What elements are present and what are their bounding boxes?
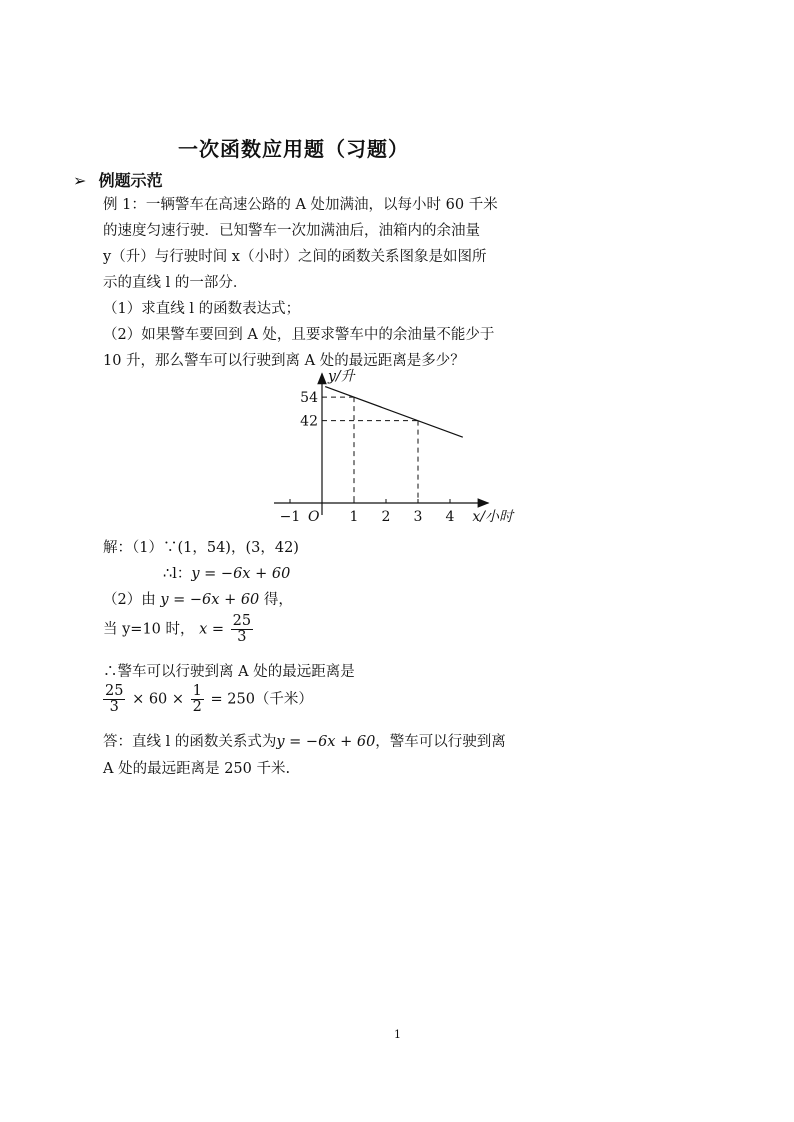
solution-line-3 — [103, 588, 293, 609]
solution-text: ∴l： — [163, 566, 192, 582]
section-label: 例题示范 — [98, 171, 163, 190]
x-axis-label: x/小时 — [472, 509, 514, 525]
solution-line-6 — [103, 684, 313, 715]
page-title: 一次函数应用题（习题） — [178, 137, 409, 161]
answer-text: 答：直线 l 的函数关系式为 — [103, 734, 277, 750]
fraction-25-3 — [231, 614, 253, 645]
fraction-numerator: 25 — [232, 613, 252, 629]
problem-line: 例 1：一辆警车在高速公路的 A 处加满油，以每小时 60 千米 — [103, 197, 498, 213]
problem-line: （1）求直线 l 的函数表达式； — [103, 301, 301, 317]
solution-line-5: ∴警车可以行驶到离 A 处的最远距离是 — [103, 664, 355, 680]
y-axis-label: y/升 — [328, 368, 355, 385]
x-tick-label: 3 — [413, 509, 423, 525]
page-number: 1 — [394, 1028, 401, 1041]
section-heading — [73, 168, 163, 191]
solution-text: × 60 × — [132, 691, 185, 708]
fraction-25-3 — [103, 684, 125, 715]
solution-line-1: 解：（1）∵(1，54)，(3，42) — [103, 540, 299, 556]
answer-line-1 — [103, 730, 506, 751]
equation: y = −6x + 60 — [276, 734, 376, 750]
problem-line: y（升）与行驶时间 x（小时）之间的函数关系图象是如图所 — [103, 249, 487, 265]
function-line-l — [325, 387, 463, 438]
equation: y = −6x + 60 — [160, 592, 260, 608]
problem-line: 的速度匀速行驶．已知警车一次加满油后，油箱内的余油量 — [103, 223, 480, 239]
problem-line: 示的直线 l 的一部分． — [103, 275, 248, 291]
x-tick-label: 2 — [381, 509, 391, 525]
equation-var: x = — [199, 621, 225, 638]
answer-line-2: A 处的最远距离是 250 千米. — [103, 761, 291, 777]
solution-line-4 — [103, 614, 255, 645]
x-tick-label: −1 — [279, 509, 301, 525]
fraction-numerator: 25 — [105, 683, 124, 699]
solution-text: 当 y=10 时， — [103, 621, 195, 638]
fraction-denominator: 2 — [192, 699, 202, 715]
solution-text: 得， — [263, 592, 293, 608]
equation: y = −6x + 60 — [191, 566, 291, 582]
solution-line-2 — [163, 562, 290, 583]
fraction-denominator: 3 — [237, 629, 247, 645]
fraction-1-2 — [191, 684, 204, 715]
problem-line: 10 升，那么警车可以行驶到离 A 处的最远距离是多少？ — [103, 353, 465, 369]
y-tick-label: 54 — [300, 390, 318, 407]
fraction-numerator: 1 — [192, 683, 202, 699]
fraction-denominator: 3 — [109, 699, 119, 715]
function-graph — [260, 360, 530, 535]
arrow-bullet-icon: ➢ — [73, 171, 87, 190]
origin-label: O — [308, 509, 320, 525]
answer-text: ，警车可以行驶到离 — [375, 734, 506, 750]
solution-text: （2）由 — [103, 592, 156, 608]
problem-line: （2）如果警车要回到 A 处，且要求警车中的余油量不能少于 — [103, 327, 495, 343]
x-tick-label: 1 — [349, 509, 359, 525]
x-tick-label: 4 — [445, 509, 455, 525]
y-tick-label: 42 — [300, 413, 318, 430]
problem-text — [103, 192, 498, 374]
solution-text: = 250（千米） — [210, 691, 313, 708]
